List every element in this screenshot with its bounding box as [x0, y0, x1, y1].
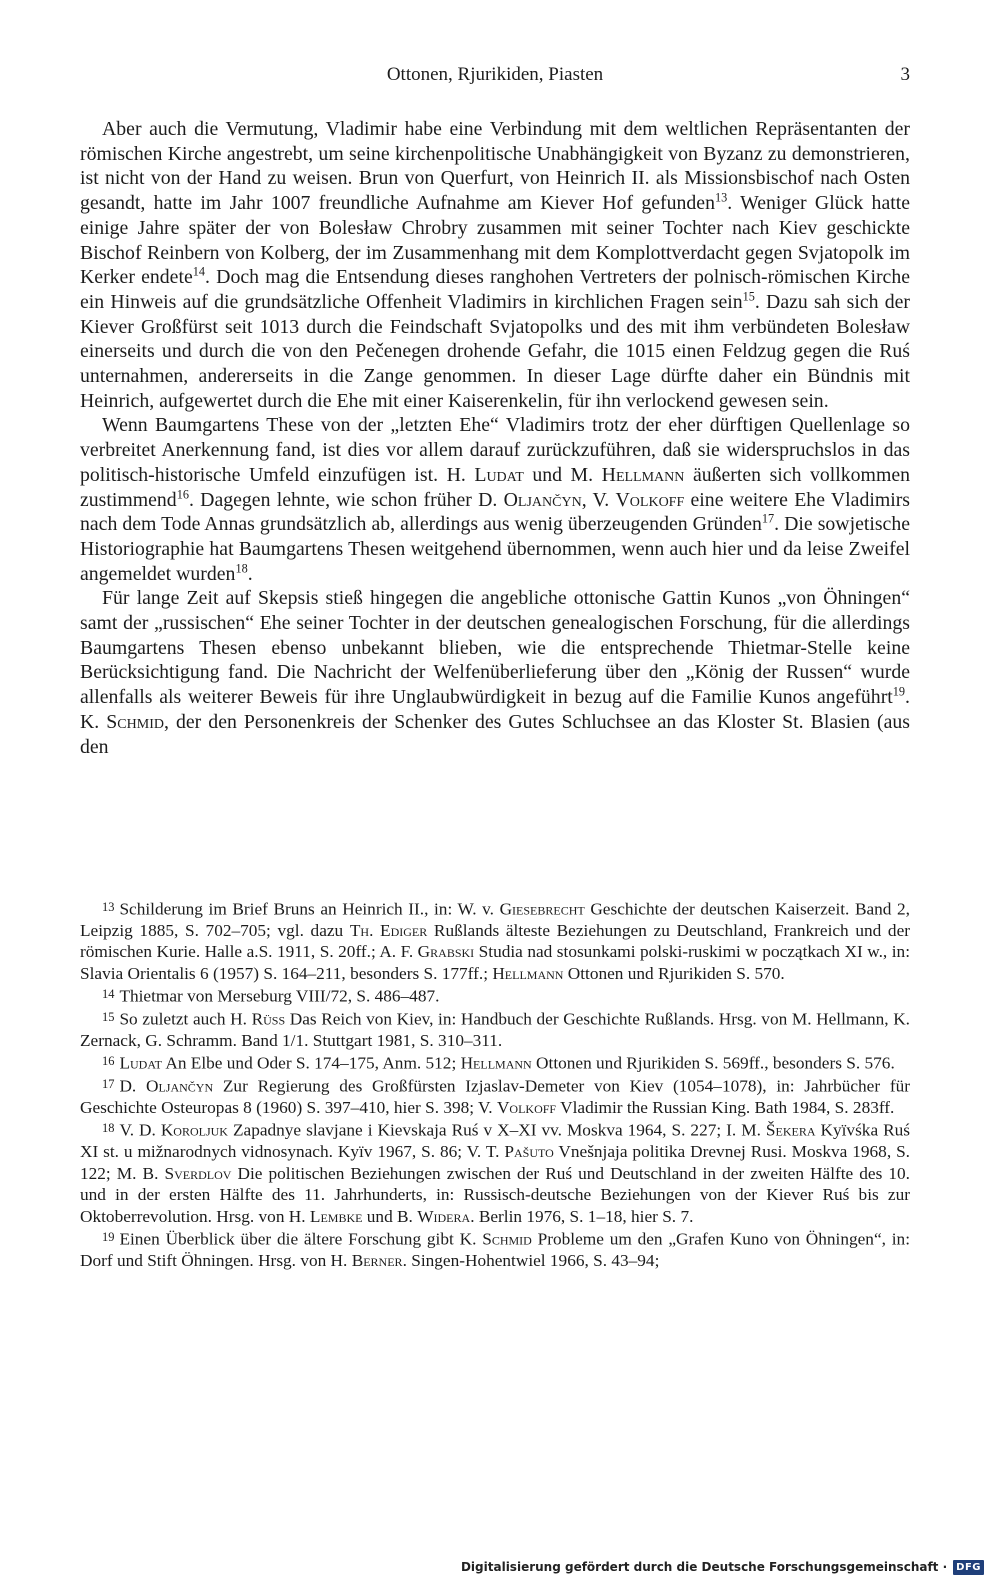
text-run: Studia nad stosunkami polski-ruskimi w początkach XI w., in: Slavia Orientalis 6 (1957) S. 164–211, besonders S. 177ff.;	[80, 942, 910, 983]
author-name: Koroljuk	[160, 1120, 228, 1140]
footnotes	[80, 897, 910, 1271]
body-text	[80, 117, 910, 759]
footnote-number: 18	[102, 1121, 115, 1136]
text-run: . Berlin 1976, S. 1–18, hier S. 7.	[470, 1206, 694, 1226]
text-run: Die politischen Beziehungen zwischen der Ruś und Deutschland in der zweiten Hälfte des 10. und in der ersten Hälfte des 11. Jahrhunderts, in: Russisch-deutsche Beziehungen von der Kiever Ruś bis zur Oktoberrevolution. Hrsg. von H.	[80, 1163, 910, 1226]
footnote-16	[80, 1051, 910, 1074]
text-run: und M.	[523, 463, 602, 486]
text-run: An Elbe und Oder S. 174–175, Anm. 512;	[162, 1053, 461, 1073]
text-run: . K.	[80, 686, 910, 733]
footnote-ref-15: 15	[742, 289, 755, 304]
author-name: Sverdlov	[164, 1163, 232, 1183]
digitization-credit	[461, 1557, 984, 1577]
footnote-number: 15	[102, 1010, 115, 1024]
text-run: Kyïvśka Ruś XI st. u mižnarodnych vidnosynach. Kyïv 1967, S. 86; V. T.	[80, 1120, 910, 1162]
text-run: Ottonen und Rjurikiden S. 570.	[563, 963, 785, 983]
author-name: Schmid	[482, 1229, 532, 1249]
author-name: Šekera	[765, 1120, 816, 1140]
text-run: Thietmar von Merseburg VIII/72, S. 486–487.	[119, 986, 440, 1006]
text-run: Vnešnjaja politika Drevnej Rusi. Moskva 1968, S. 122; M. B.	[80, 1142, 910, 1183]
paragraph-1	[80, 117, 910, 413]
text-run: . Weniger Glück hatte einige Jahre später der von Bolesław Chrobry zusammen mit seiner Tochter nach Kiev geschickte Bischof Reinbern von Kolberg, der im Zusammenhang mit dem Komplottverdacht gegen Svjatopolk im Kerker endete	[80, 192, 910, 289]
running-head	[80, 62, 910, 88]
author-name: Lembke	[309, 1206, 363, 1226]
funding-note: Digitalisierung gefördert durch die Deutsche Forschungsgemeinschaft ·	[460, 1560, 948, 1574]
text-run: D.	[119, 1076, 146, 1096]
author-name: Giesebrecht	[499, 899, 585, 919]
text-run: Einen Überblick über die ältere Forschung gibt K.	[119, 1229, 483, 1249]
author-name: Hellmann	[601, 463, 685, 486]
footnote-15	[80, 1007, 910, 1051]
text-run: . Die sowjetische Historiographie hat Baumgartens Thesen weitgehend übernommen, wenn auch hier und da leise Zweifel angemeldet wurden	[80, 513, 910, 585]
author-name: Pašuto	[504, 1142, 554, 1162]
text-run: .	[247, 562, 253, 585]
author-name: Grabski	[417, 942, 475, 962]
text-run: Aber auch die Vermutung, Vladimir habe eine Verbindung mit dem weltlichen Repräsentanten der römischen Kirche angestrebt, um seine kirchenpolitische Unabhängigkeit von Byzanz zu demonstrieren, ist nicht von der Hand zu weisen. Brun von Querfurt, von Heinrich II. als Missionsbischof nach Osten gesandt, hatte im Jahr 1007 freundliche Aufnahme am Kiever Hof gefunden	[80, 118, 910, 215]
footnote-14	[80, 984, 910, 1007]
page-number: 3	[900, 64, 910, 85]
footnote-19	[80, 1227, 910, 1271]
text-run: . Singen-Hohentwiel 1966, S. 43–94;	[402, 1250, 660, 1270]
footnote-18	[80, 1118, 910, 1227]
author-name: Berner	[351, 1250, 403, 1270]
footnote-number: 14	[102, 987, 115, 1002]
text-run: . Doch mag die Entsendung dieses ranghohen Vertreters der polnisch-römischen Kirche ein Hinweis auf die grundsätzliche Offenheit Vladimirs in kirchlichen Fragen sein	[80, 266, 910, 313]
author-name: Volkoff	[496, 1098, 557, 1118]
footnote-ref-16: 16	[176, 486, 189, 501]
footnote-number: 19	[102, 1230, 115, 1244]
paragraph-3	[80, 586, 910, 759]
running-title: Ottonen, Rjurikiden, Piasten	[386, 64, 604, 85]
dfg-logo: DFG	[953, 1560, 984, 1575]
paragraph-2	[80, 413, 910, 586]
text-run: eine weitere Ehe Vladimirs nach dem Tode Annas grundsätzlich ab, allerdings aus wenig überzeugenden Gründen	[80, 488, 910, 536]
text-run: Zapadnye slavjane i Kievskaja Ruś v X–XI vv. Moskva 1964, S. 227; I. M.	[227, 1120, 766, 1140]
text-run: Wenn Baumgartens These von der „letzten Ehe“ Vladimirs trotz der eher dürftigen Quellenlage so verbreitet Anerkennung fand, ist dies vor allem darauf zurückzuführen, daß sie widerspruchslos in das politisch-historische Umfeld einzufügen ist. H.	[80, 414, 910, 486]
text-run: , V.	[581, 488, 616, 511]
author-name: Widera	[417, 1206, 471, 1226]
footnote-number: 17	[102, 1077, 115, 1092]
author-name: Ludat	[119, 1053, 162, 1073]
author-name: Hellmann	[460, 1053, 532, 1073]
text-run: So zuletzt auch H.	[119, 1009, 252, 1029]
text-run: Vladimir the Russian King. Bath 1984, S. 283ff.	[556, 1098, 895, 1118]
footnote-ref-19: 19	[892, 684, 906, 699]
author-name: Ludat	[474, 463, 524, 486]
author-name: Volkoff	[615, 488, 685, 511]
text-run: V. D.	[119, 1120, 161, 1140]
author-name: Th. Ediger	[349, 920, 428, 940]
text-run: äußerten sich vollkommen zustimmend	[80, 463, 911, 511]
author-name: Schmid	[106, 710, 164, 733]
text-run: Für lange Zeit auf Skepsis stieß hingegen die angebliche ottonische Gattin Kunos „von Öhningen“ samt der „russischen“ Ehe seiner Tochter in der deutschen genealogischen Forschung, für die allerdings Baumgartens Thesen ebenso unbekannt blieben, wie die entsprechende Thietmar-Stelle keine Berücksichtigung fand. Die Nachricht der Welfenüberlieferung über den „König der Russen“ wurde allenfalls als weiterer Beweis für ihre Unglaubwürdigkeit in bezug auf die Familie Kunos angeführt	[80, 587, 910, 709]
text-run: , der den Personenkreis der Schenker des Gutes Schluchsee an das Kloster St. Blasien (aus den	[80, 710, 910, 758]
text-run: . Dazu sah sich der Kiever Großfürst seit 1013 durch die Feindschaft Svjatopolks und des mit ihm verbündeten Bolesław einerseits und durch die von den Pečenegen drohende Gefahr, die 1015 einen Feldzug gegen die Ruś unternahmen, andererseits in die Zange genommen. In dieser Lage dürfte daher ein Bündnis mit Heinrich, aufgewertet durch die Ehe mit einer Kaiserenkelin, für ihn verlockend gewesen sein.	[80, 290, 911, 412]
text-run: . Dagegen lehnte, wie schon früher D.	[188, 488, 504, 511]
footnote-number: 13	[102, 900, 115, 914]
author-name: Rüss	[251, 1009, 286, 1029]
text-run: Rußlands älteste Beziehungen zu Deutschland, Frankreich und der römischen Kurie. Halle a.S. 1911, S. 20ff.; A. F.	[80, 920, 910, 962]
footnote-number: 16	[102, 1054, 115, 1069]
text-run: und B.	[362, 1206, 418, 1226]
author-name: Oljančyn	[145, 1076, 214, 1096]
text-run: Das Reich von Kiev, in: Handbuch der Geschichte Rußlands. Hrsg. von M. Hellmann, K. Zernack, G. Schramm. Band 1/1. Stuttgart 1981, S. 310–311.	[80, 1009, 910, 1050]
footnote-ref-14: 14	[192, 264, 206, 279]
footnote-ref-17: 17	[761, 511, 775, 526]
author-name: Oljančyn	[503, 488, 582, 511]
text-run: Ottonen und Rjurikiden S. 569ff., besonders S. 576.	[531, 1053, 895, 1073]
footnote-13	[80, 897, 910, 984]
text-run: Geschichte der deutschen Kaiserzeit. Band 2, Leipzig 1885, S. 702–705; vgl. dazu	[80, 899, 910, 940]
text-run: Schilderung im Brief Bruns an Heinrich II., in: W. v.	[119, 899, 500, 919]
footnote-ref-18: 18	[235, 561, 248, 576]
author-name: Hellmann	[492, 963, 564, 983]
text-run: Zur Regierung des Großfürsten Izjaslav-Demeter von Kiev (1054–1078), in: Jahrbücher für Geschichte Osteuropas 8 (1960) S. 397–410, hier S. 398; V.	[80, 1076, 910, 1118]
footnote-ref-13: 13	[714, 190, 728, 205]
footnote-17	[80, 1074, 910, 1118]
text-run: Probleme um den „Grafen Kuno von Öhningen“, in: Dorf und Stift Öhningen. Hrsg. von H.	[80, 1229, 910, 1270]
